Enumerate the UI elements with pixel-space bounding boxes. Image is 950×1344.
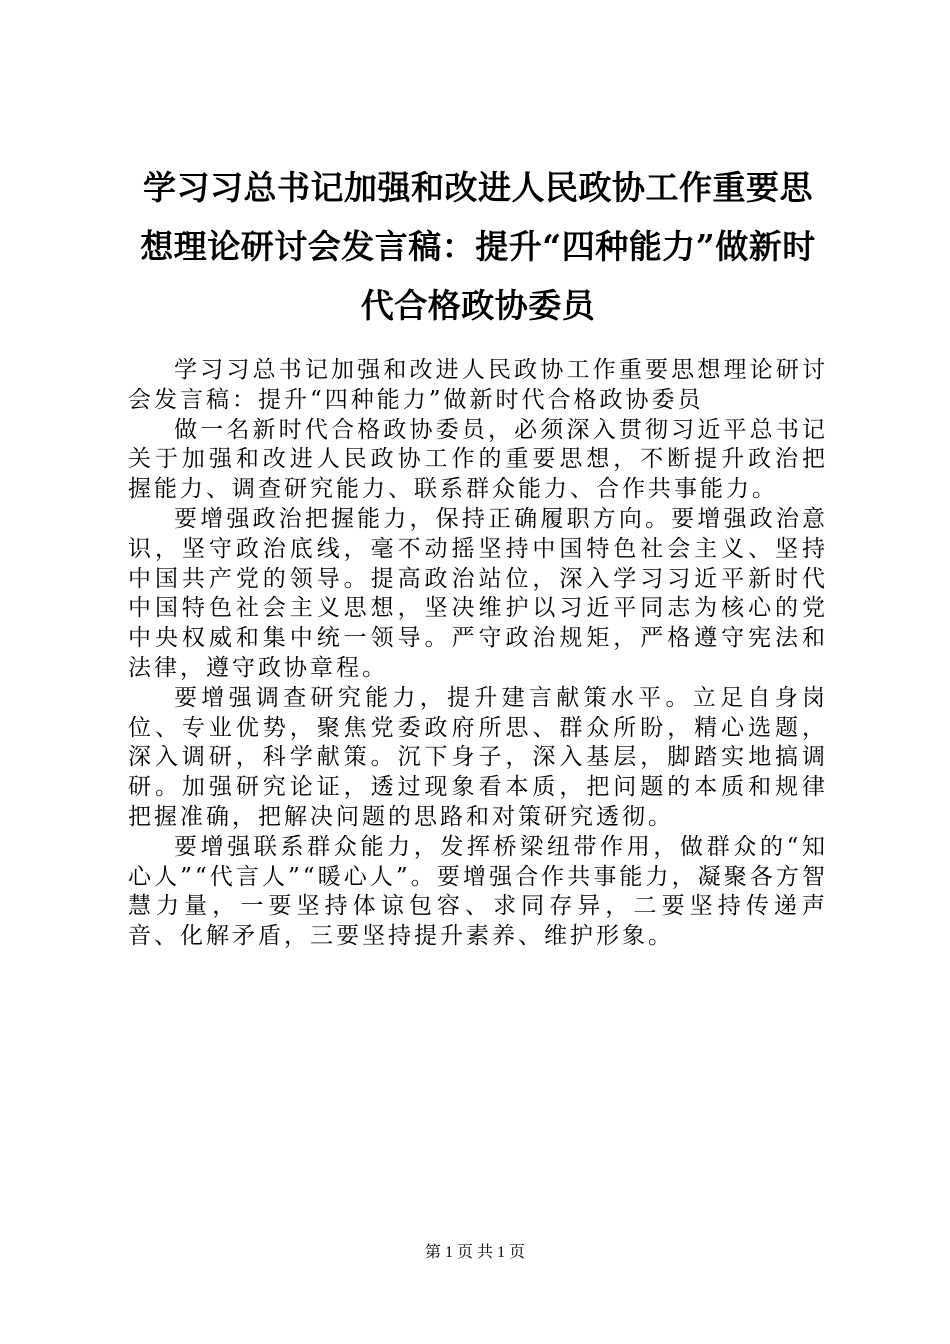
paragraph: 要增强政治把握能力，保持正确履职方向。要增强政治意识，坚守政治底线，毫不动摇坚持中国特色社会主义、坚持中国共产党的领导。提高政治站位，深入学习习近平新时代中国特色社会主义思想，坚决维护以习近平同志为核心的党中央权威和集中统一领导。严守政治规矩，严格遵守宪法和法律，遵守政协章程。	[128, 505, 828, 681]
paragraph: 学习习总书记加强和改进人民政协工作重要思想理论研讨会发言稿：提升“四种能力”做新时代合格政协委员	[128, 357, 828, 413]
document-body	[128, 356, 828, 952]
paragraph: 要增强调查研究能力，提升建言献策水平。立足自身岗位、专业优势，聚焦党委政府所思、群众所盼，精心选题，深入调研，科学献策。沉下身子，深入基层，脚踏实地搞调研。加强研究论证，透过现象看本质，把问题的本质和规律把握准确，把解决问题的思路和对策研究透彻。	[128, 684, 828, 830]
paragraph: 做一名新时代合格政协委员，必须深入贯彻习近平总书记关于加强和改进人民政协工作的重要思想，不断提升政治把握能力、调查研究能力、联系群众能力、合作共事能力。	[128, 416, 828, 503]
document-title: 学习习总书记加强和改进人民政协工作重要思想理论研讨会发言稿：提升“四种能力”做新时代合格政协委员	[140, 168, 816, 325]
page-footer: 第 1 页 共 1 页	[424, 1244, 525, 1261]
paragraph: 要增强联系群众能力，发挥桥梁纽带作用，做群众的“知心人”“代言人”“暖心人”。要增强合作共事能力，凝聚各方智慧力量，一要坚持体谅包容、求同存异，二要坚持传递声音、化解矛盾，三要坚持提升素养、维护形象。	[128, 833, 828, 950]
